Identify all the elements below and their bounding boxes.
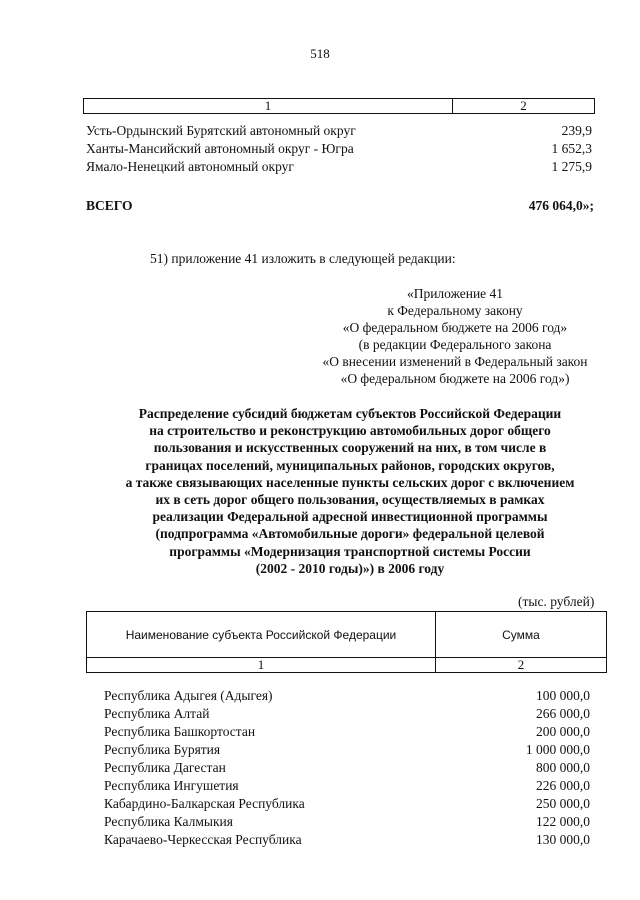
appendix-line: «О федеральном бюджете на 2006 год») xyxy=(340,371,570,386)
appendix-line: к Федеральному закону xyxy=(387,303,523,318)
region-value: 200 000,0 xyxy=(536,724,590,739)
top-table-row xyxy=(86,122,592,139)
total-value: 476 064,0»; xyxy=(528,198,594,213)
region-name: Республика Бурятия xyxy=(104,742,221,757)
top-table-col1: 1 xyxy=(84,99,453,114)
list-item xyxy=(104,687,590,705)
region-name: Республика Адыгея (Адыгея) xyxy=(104,688,273,703)
list-item xyxy=(104,741,590,759)
title-line: а также связывающих населенные пункты сельских дорог с включением xyxy=(125,474,575,490)
region-value: 1 275,9 xyxy=(551,159,592,174)
region-value: 250 000,0 xyxy=(536,796,590,811)
region-value: 226 000,0 xyxy=(536,778,590,793)
subsidy-table-header xyxy=(86,611,607,673)
top-table-row xyxy=(86,158,592,175)
region-value: 130 000,0 xyxy=(536,832,590,847)
list-item xyxy=(104,777,590,795)
title-line: Распределение субсидий бюджетам субъектов Российской Федерации xyxy=(138,406,562,421)
page-number: 518 xyxy=(310,46,330,61)
title-line: (подпрограмма «Автомобильные дороги» федеральной целевой xyxy=(155,526,545,542)
title-line: (2002 - 2010 годы)») в 2006 году xyxy=(255,560,445,576)
title-line: границах поселений, муниципальных районов, городских округов, xyxy=(145,457,555,473)
title-line: на строительство и реконструкцию автомобильных дорог общего xyxy=(149,423,551,439)
top-table-row xyxy=(86,140,592,157)
title-line: реализации Федеральной адресной инвестиционной программы xyxy=(152,509,548,525)
list-item xyxy=(104,759,590,777)
header-region-name: Наименование субъекта Российской Федерации xyxy=(87,612,436,658)
region-value: 1 000 000,0 xyxy=(525,742,590,757)
region-name: Ханты-Мансийский автономный округ - Югра xyxy=(86,141,354,156)
header-col1: 1 xyxy=(87,658,436,673)
region-name: Республика Алтай xyxy=(104,706,210,721)
region-value: 1 652,3 xyxy=(551,141,592,156)
appendix-line: «Приложение 41 xyxy=(406,286,504,301)
region-name: Республика Калмыкия xyxy=(104,814,233,829)
region-name: Республика Башкортостан xyxy=(104,724,256,739)
document-title xyxy=(90,405,610,577)
list-item xyxy=(104,831,590,849)
top-table-col2: 2 xyxy=(453,99,595,114)
appendix-line: (в редакции Федерального закона xyxy=(358,337,552,352)
region-name: Кабардино-Балкарская Республика xyxy=(104,796,305,811)
units-label: (тыс. рублей) xyxy=(518,594,595,609)
region-value: 266 000,0 xyxy=(536,706,590,721)
list-item xyxy=(104,723,590,741)
list-item xyxy=(104,795,590,813)
title-line: пользования и искусственных сооружений на них, в том числе в xyxy=(153,440,547,456)
region-name: Усть-Ордынский Бурятский автономный округ xyxy=(86,123,356,138)
region-value: 800 000,0 xyxy=(536,760,590,775)
list-item xyxy=(104,813,590,831)
list-item xyxy=(104,705,590,723)
region-name: Ямало-Ненецкий автономный округ xyxy=(86,159,294,174)
region-value: 100 000,0 xyxy=(536,688,590,703)
appendix-header xyxy=(300,285,610,387)
region-name: Республика Дагестан xyxy=(104,760,226,775)
header-col2: 2 xyxy=(436,658,607,673)
title-line: их в сеть дорог общего пользования, осуществляемых в рамках xyxy=(155,492,545,508)
region-value: 239,9 xyxy=(561,123,592,138)
subsidy-list xyxy=(104,687,590,849)
appendix-line: «О внесении изменений в Федеральный закон xyxy=(322,354,588,369)
header-sum: Сумма xyxy=(436,612,607,658)
region-name: Республика Ингушетия xyxy=(104,778,239,793)
appendix-line: «О федеральном бюджете на 2006 год» xyxy=(342,320,568,335)
amendment-paragraph: 51) приложение 41 изложить в следующей редакции: xyxy=(150,251,456,266)
total-row xyxy=(86,197,594,214)
region-value: 122 000,0 xyxy=(536,814,590,829)
top-table-header xyxy=(83,98,595,114)
region-name: Карачаево-Черкесская Республика xyxy=(104,832,302,847)
title-line: программы «Модернизация транспортной системы России xyxy=(169,543,531,559)
total-label: ВСЕГО xyxy=(86,198,133,213)
